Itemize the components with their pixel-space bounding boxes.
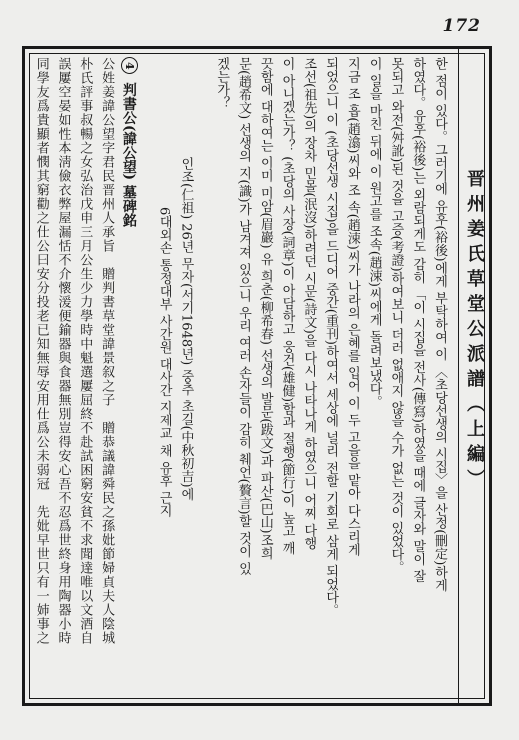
korean-text-column: 겠는가？ <box>214 57 230 109</box>
korean-text-column: 이 아니겠는가？ (초당의 사장(詞章)이 아담하고 웅건(雄健)함과 절행(節行)이 높고 깨 <box>279 57 295 555</box>
title-column <box>458 49 489 703</box>
page-number: 172 <box>442 16 481 36</box>
korean-text-column: 한 점이 있다。그러기에 유후(裕後)에게 부탁하여 이 〈초당선생의 시집〉을 산정(刪定)하게 <box>432 57 447 592</box>
signature-line: 6대외손 통정대부 사간원 대사간 지제교 채 유후 근지 <box>156 207 172 518</box>
column-gap <box>140 57 154 697</box>
hanja-text-column: 誤屢空晏如性本淸儉衣弊屋漏恬不介懷湲便鍮器與食器無別豈得安心吾不忍爲世終身用陶器小時 <box>55 57 71 645</box>
date-line: 인조(仁祖) 26년 무자(서기1648년) 중추 초길(中秋初吉)에 <box>178 157 194 501</box>
korean-text-column: 못되고 와전(舛訛)된 것을 고증(考證)하여보니 더러 없애지 않을 수가 없는 것이 있었다。 <box>388 57 404 574</box>
korean-text-column: 하였다。유후(裕後)는 외람되게도 감히 「이 시집을 전사(傳寫)하였을 때에 글자와 말이 잘 <box>410 57 426 583</box>
hanja-text-column: 同學友爲貴顯者憫其窮勸之仕公曰安分投老已知無辱安用仕爲公未弱冠 先妣早世只有一姉事之 <box>33 57 49 645</box>
genealogy-title: 晋州姜氏草堂公派譜（上編） <box>464 169 485 494</box>
hanja-text-column: 朴氏評事叔暢之女弘治戊申三月公生少力學時中魁選屢屈終不赴試困窮安貧不求聞達唯以文酒自 <box>77 57 93 645</box>
korean-text-column: 되었으니 이 (초당선생 시집)을 드디어 중간(重刊)하여서 세상에 널리 전할 기회로 삼게 되었다。 <box>323 57 339 617</box>
section-heading <box>118 57 140 697</box>
column-gap <box>197 57 211 697</box>
korean-text-column: 조선(祖先)의 장차 민몰(泯沒)하려던 시문(詩文)을 다시 나타나게 하였으니 어찌 다행 <box>301 57 317 550</box>
korean-text-column: 끗함에 대하여는 이미 미암(眉巖) 유 희춘(柳希春) 선생의 발문(跋文)과 파산(巴山)조희 <box>257 57 273 560</box>
korean-text-column: 문(趙希文) 선생의 지(識)가 남겨져 있으니 우리 여러 손자들이 감히 췌언(贅言)할 것이 있 <box>235 57 251 575</box>
korean-text-column: 이 일을 마친 뒤에 이 원고를 조속(趙涑)씨에게 돌려보냈다。 <box>366 57 382 409</box>
section-number-badge: 4 <box>121 57 138 74</box>
section-title: 判書公(諱公望) 墓碑銘 <box>120 82 137 227</box>
page-frame <box>22 46 492 706</box>
korean-text-column: 지금 조 흡(趙潝)씨와 조 속(趙涑)씨가 나라의 은혜를 입어 이 두 고을을 맡아 다스리게 <box>344 57 360 556</box>
hanja-text-column: 公姓姜諱公望字君民晋州人承旨 贈判書草堂諱景叙之子 贈恭議諱舜民之孫妣節婦貞夫人陰城 <box>99 57 115 645</box>
text-body <box>31 57 451 697</box>
